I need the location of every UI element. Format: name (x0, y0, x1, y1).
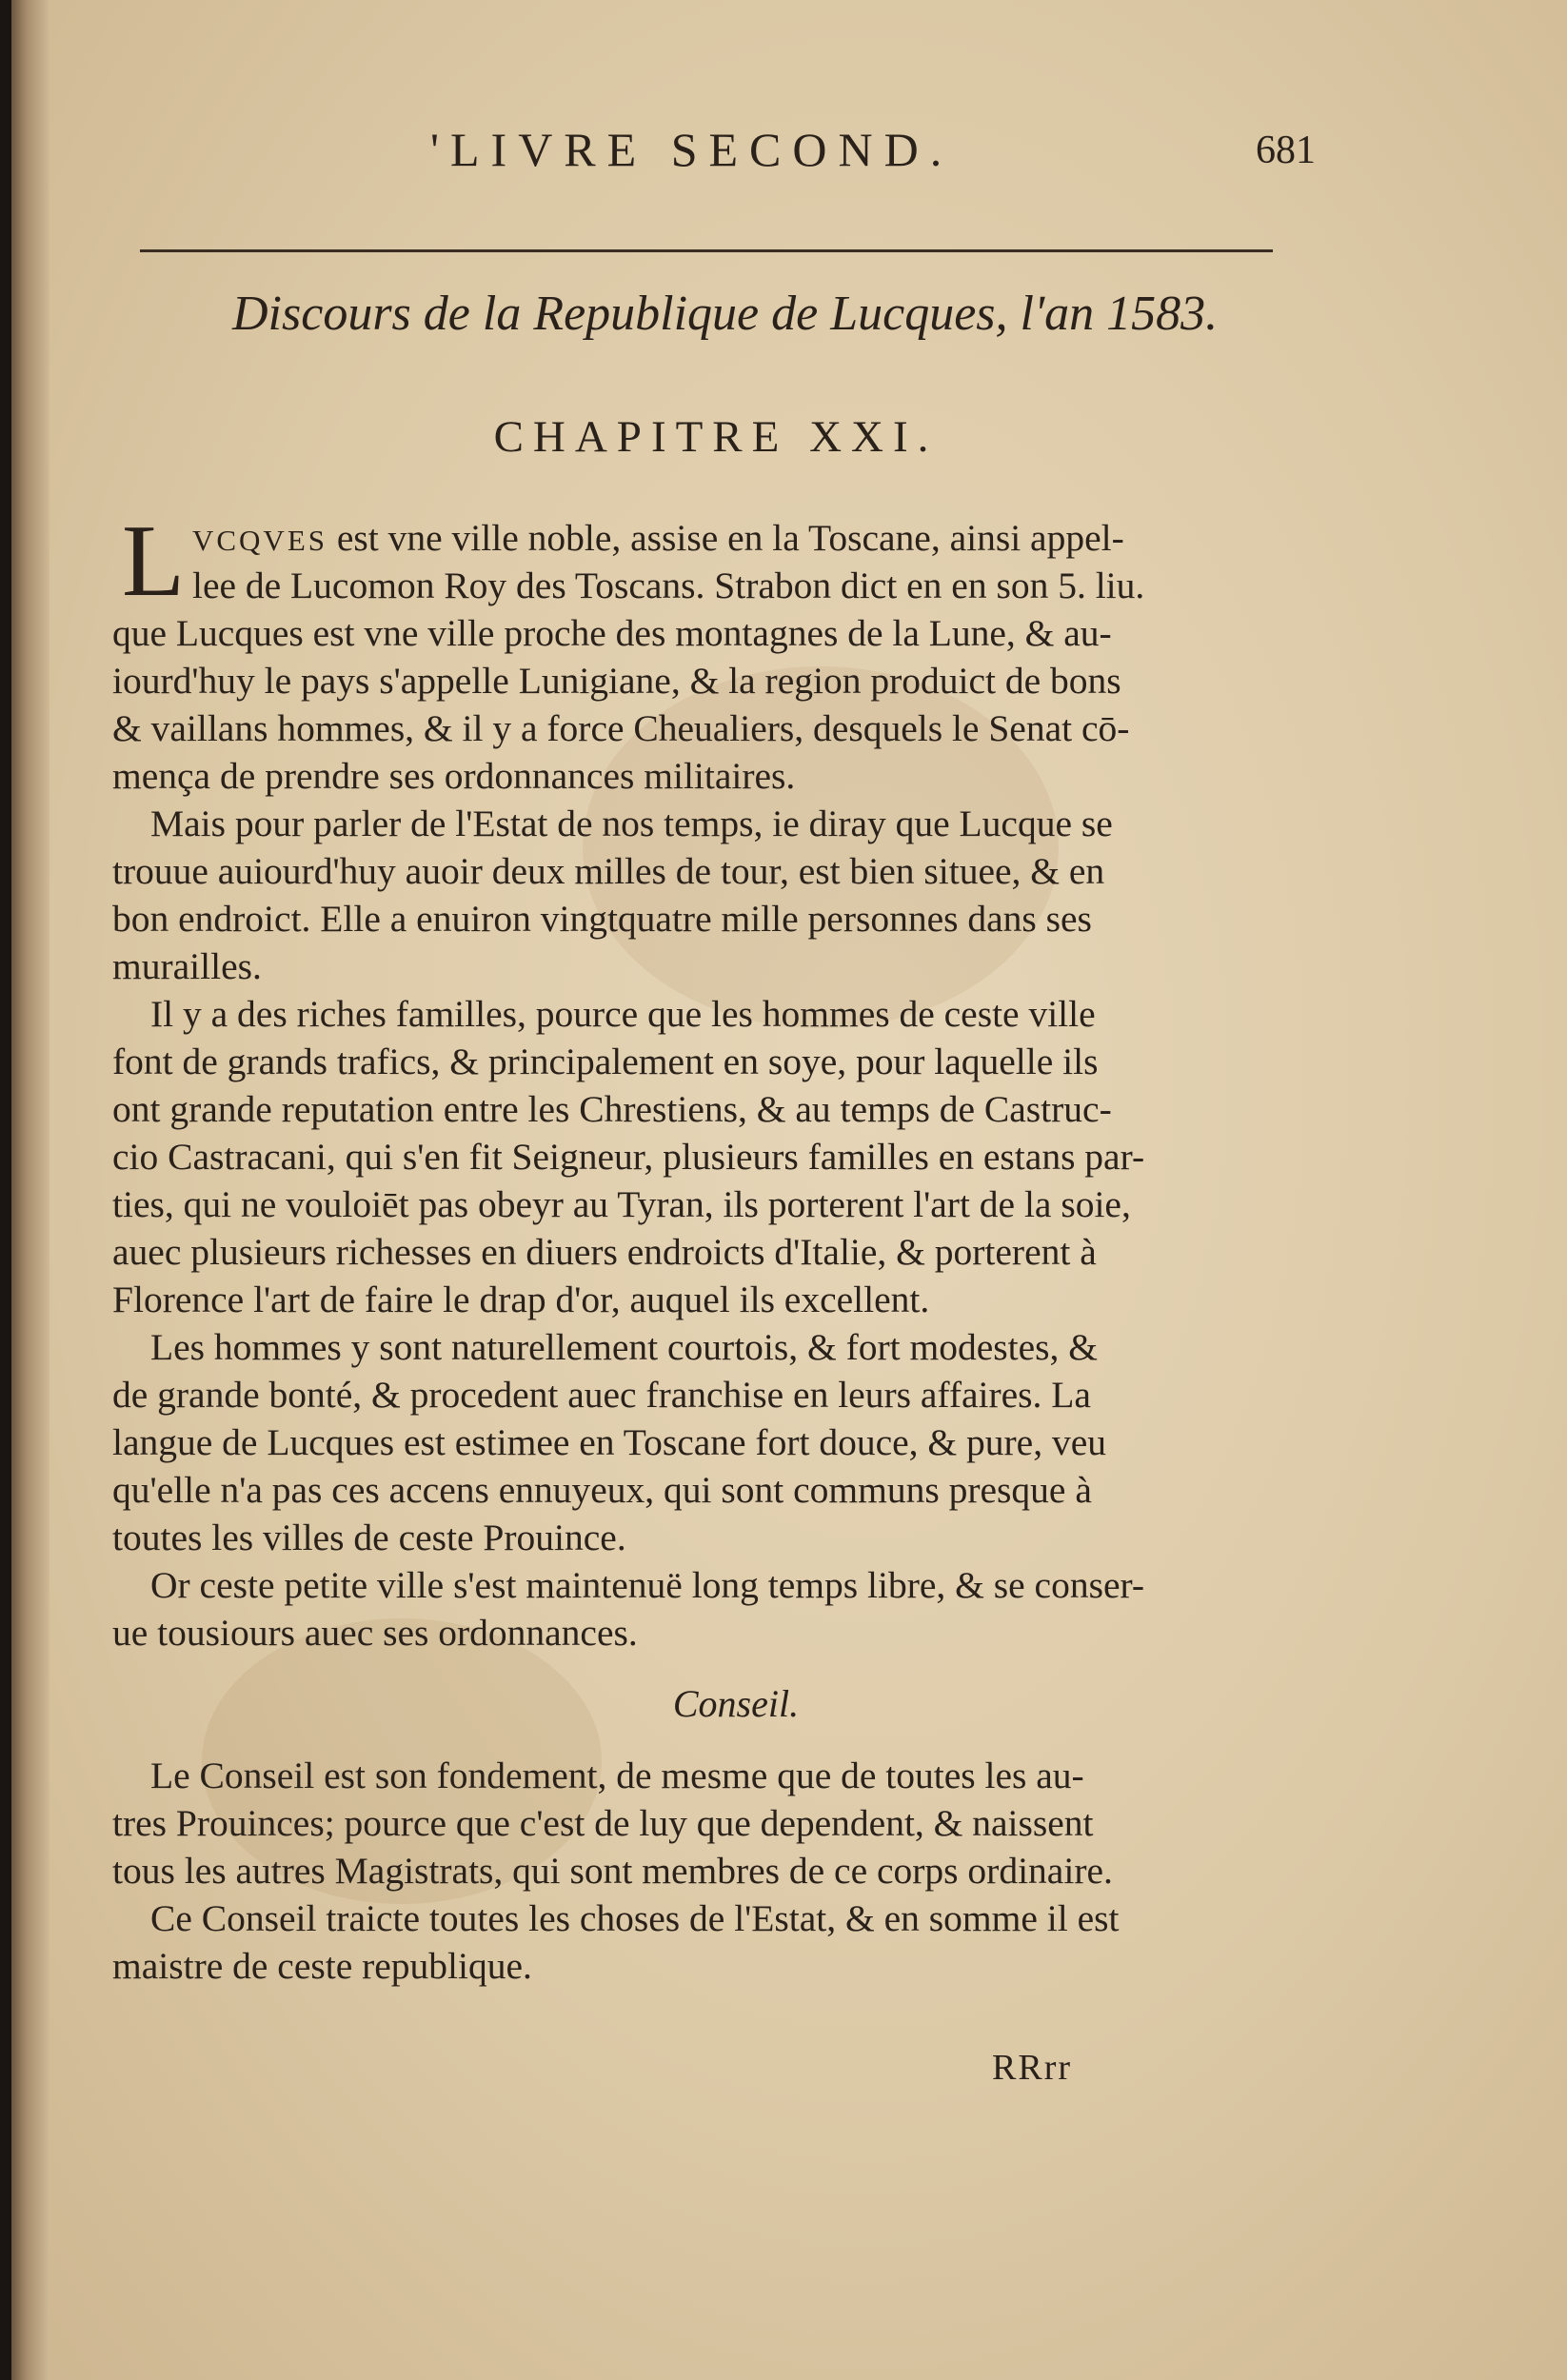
paragraph-2 (112, 800, 1293, 990)
text-line (112, 514, 1293, 562)
text-line: trouue auiourd'huy auoir deux milles de tour, est bien situee, & en (112, 850, 1105, 892)
text-line: Mais pour parler de l'Estat de nos temps, ie diray que Lucque se (150, 803, 1113, 844)
text-line: ont grande reputation entre les Chrestiens, & au temps de Castruc- (112, 1088, 1112, 1130)
chapter-heading: CHAPITRE XXI. (493, 412, 939, 462)
text-line: iourd'huy le pays s'appelle Lunigiane, & la region produict de bons (112, 660, 1121, 702)
section-heading: Conseil. (672, 1682, 800, 1725)
text-line: Il y a des riches familles, pource que les hommes de ceste ville (150, 993, 1096, 1035)
running-title: 'LIVRE SECOND. (430, 123, 954, 176)
drop-cap: L (122, 505, 185, 618)
paragraph-4 (112, 1323, 1293, 1561)
smallcaps-word: VCQVES (191, 524, 327, 557)
text-line: toutes les villes de ceste Prouince. (112, 1517, 626, 1558)
text-line: de grande bonté, & procedent auec franchise en leurs affaires. La (112, 1374, 1091, 1416)
body-text (112, 505, 1293, 1990)
text-line: mença de prendre ses ordonnances militaires. (112, 755, 796, 797)
running-head (116, 122, 1316, 179)
paragraph-3 (112, 990, 1293, 1323)
text-line: Or ceste petite ville s'est maintenuë long temps libre, & se conser- (150, 1564, 1144, 1606)
text-line: tous les autres Magistrats, qui sont membres de ce corps ordinaire. (112, 1850, 1113, 1892)
header-rule (140, 249, 1273, 252)
discours-title: Discours de la Republique de Lucques, l'an 1583. (232, 287, 1219, 341)
paragraph-1 (112, 505, 1293, 800)
text-line: tres Prouinces; pource que c'est de luy que dependent, & naissent (112, 1802, 1094, 1844)
text-line: qu'elle n'a pas ces accens ennuyeux, qui sont communs presque à (112, 1469, 1092, 1511)
text-line: cio Castracani, qui s'en fit Seigneur, plusieurs familles en estans par- (112, 1136, 1145, 1178)
text-line: bon endroict. Elle a enuiron vingtquatre mille personnes dans ses (112, 898, 1092, 940)
text-line: maistre de ceste republique. (112, 1945, 532, 1987)
text-line: Les hommes y sont naturellement courtois, & fort modestes, & (150, 1326, 1099, 1368)
text-line: ue tousiours auec ses ordonnances. (112, 1612, 638, 1654)
text-fragment: est vne ville noble, assise en la Toscane, ainsi appel- (327, 517, 1124, 559)
page-gutter (11, 0, 50, 2380)
text-line: Le Conseil est son fondement, de mesme que de toutes les au- (150, 1755, 1084, 1796)
paragraph-7 (112, 1894, 1293, 1990)
text-line: ties, qui ne vouloiēt pas obeyr au Tyran, ils porterent l'art de la soie, (112, 1183, 1131, 1225)
text-line: & vaillans hommes, & il y a force Cheualiers, desquels le Senat cō- (112, 707, 1130, 749)
text-line: lee de Lucomon Roy des Toscans. Strabon dict en en son 5. liu. (191, 565, 1145, 606)
paragraph-6 (112, 1752, 1293, 1894)
text-line: auec plusieurs richesses en diuers endroicts d'Italie, & porterent à (112, 1231, 1097, 1273)
paragraph-5 (112, 1561, 1293, 1656)
signature-mark: RRrr (992, 2048, 1072, 2088)
page-number: 681 (1256, 129, 1316, 172)
text-line: font de grands trafics, & principalement en soye, pour laquelle ils (112, 1041, 1099, 1082)
book-page (11, 0, 1567, 2380)
text-line: langue de Lucques est estimee en Toscane fort douce, & pure, veu (112, 1421, 1106, 1463)
text-line: murailles. (112, 945, 262, 987)
text-line: Florence l'art de faire le drap d'or, auquel ils excellent. (112, 1279, 930, 1320)
text-line: que Lucques est vne ville proche des montagnes de la Lune, & au- (112, 612, 1112, 654)
text-line: Ce Conseil traicte toutes les choses de l'Estat, & en somme il est (150, 1897, 1120, 1939)
